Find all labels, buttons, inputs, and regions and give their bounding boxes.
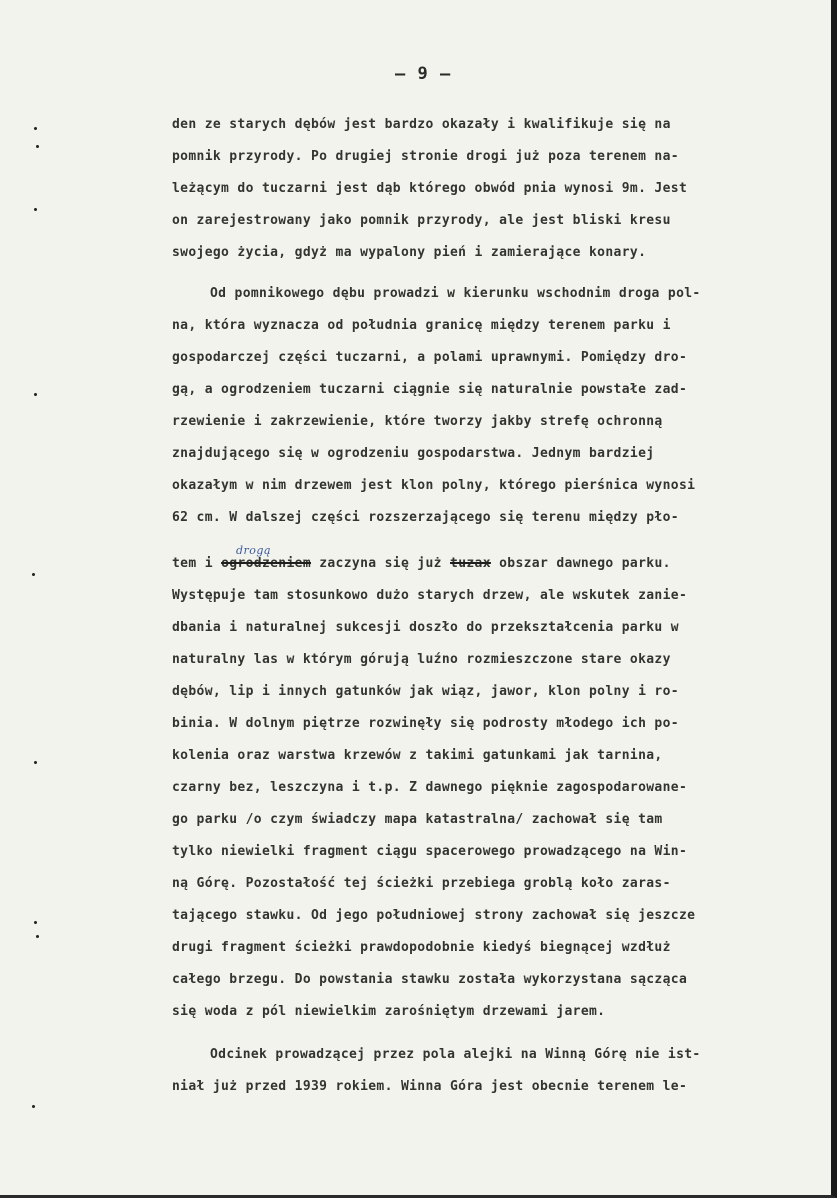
text-line: 62 cm. W dalszej części rozszerzającego się terenu między pło- <box>172 510 679 525</box>
paragraph-start-line: Odcinek prowadzącej przez pola alejki na Winną Górę nie ist- <box>210 1047 701 1062</box>
text-line: tającego stawku. Od jego południowej strony zachował się jeszcze <box>172 908 696 923</box>
text-line: niał już przed 1939 rokiem. Winna Góra jest obecnie terenem le- <box>172 1079 688 1094</box>
text-line: się woda z pól niewielkim zarośniętym drzewami jarem. <box>172 1004 606 1019</box>
binding-mark <box>34 921 37 924</box>
text-line: gospodarczej części tuczarni, a polami uprawnymi. Pomiędzy dro- <box>172 350 688 365</box>
text-line: gą, a ogrodzeniem tuczarni ciągnie się naturalnie powstałe zad- <box>172 382 688 397</box>
text-segment: tem i <box>172 556 222 571</box>
page-number: – 9 – <box>395 64 452 84</box>
text-line: den ze starych dębów jest bardzo okazały i kwalifikuje się na <box>172 117 671 132</box>
text-line: na, która wyznacza od południa granicę między terenem parku i <box>172 318 671 333</box>
text-line: dbania i naturalnej sukcesji doszło do przekształcenia parku w <box>172 620 679 635</box>
binding-mark <box>34 393 37 396</box>
paragraph-start-line: Od pomnikowego dębu prowadzi w kierunku wschodnim droga pol- <box>210 286 701 301</box>
text-line: pomnik przyrody. Po drugiej stronie drogi już poza terenem na- <box>172 149 679 164</box>
text-line: rzewienie i zakrzewienie, które tworzy jakby strefę ochronną <box>172 414 663 429</box>
text-line: binia. W dolnym piętrze rozwinęły się podrosty młodego ich po- <box>172 716 679 731</box>
text-line: naturalny las w którym górują luźno rozmieszczone stare okazy <box>172 652 671 667</box>
text-segment: zaczyna się już <box>311 556 451 571</box>
binding-mark <box>32 1105 35 1108</box>
text-line: całego brzegu. Do powstania stawku została wykorzystana sącząca <box>172 972 688 987</box>
handwritten-correction: drogą <box>236 544 272 557</box>
binding-mark <box>32 573 35 576</box>
binding-mark <box>34 208 37 211</box>
text-line: swojego życia, gdyż ma wypalony pień i zamierające konary. <box>172 245 647 260</box>
text-line: Występuje tam stosunkowo dużo starych drzew, ale wskutek zanie- <box>172 588 688 603</box>
text-segment: obszar dawnego parku. <box>490 556 671 571</box>
text-line: znajdującego się w ogrodzeniu gospodarstwa. Jednym bardziej <box>172 446 655 461</box>
binding-mark <box>36 935 39 938</box>
text-line: leżącym do tuczarni jest dąb którego obwód pnia wynosi 9m. Jest <box>172 181 688 196</box>
text-line: dębów, lip i innych gatunków jak wiąz, jawor, klon polny i ro- <box>172 684 679 699</box>
binding-mark <box>34 761 37 764</box>
text-line: ną Górę. Pozostałość tej ścieżki przebiega groblą koło zaras- <box>172 876 671 891</box>
text-line: go parku /o czym świadczy mapa katastralna/ zachował się tam <box>172 812 663 827</box>
text-line: tylko niewielki fragment ciągu spacerowego prowadzącego na Win- <box>172 844 688 859</box>
struck-out-word: ogrodzeniem <box>221 556 312 571</box>
text-line: on zarejestrowany jako pomnik przyrody, ale jest bliski kresu <box>172 213 671 228</box>
text-line: drugi fragment ścieżki prawdopodobnie kiedyś biegnącej wzdłuż <box>172 940 671 955</box>
binding-mark <box>36 145 39 148</box>
text-line: okazałym w nim drzewem jest klon polny, którego pierśnica wynosi <box>172 478 696 493</box>
text-line: czarny bez, leszczyna i t.p. Z dawnego pięknie zagospodarowane- <box>172 780 688 795</box>
binding-mark <box>34 127 37 130</box>
struck-out-word: tuzax <box>450 556 491 571</box>
text-line: kolenia oraz warstwa krzewów z takimi gatunkami jak tarnina, <box>172 748 663 763</box>
text-line-with-corrections <box>172 556 671 571</box>
